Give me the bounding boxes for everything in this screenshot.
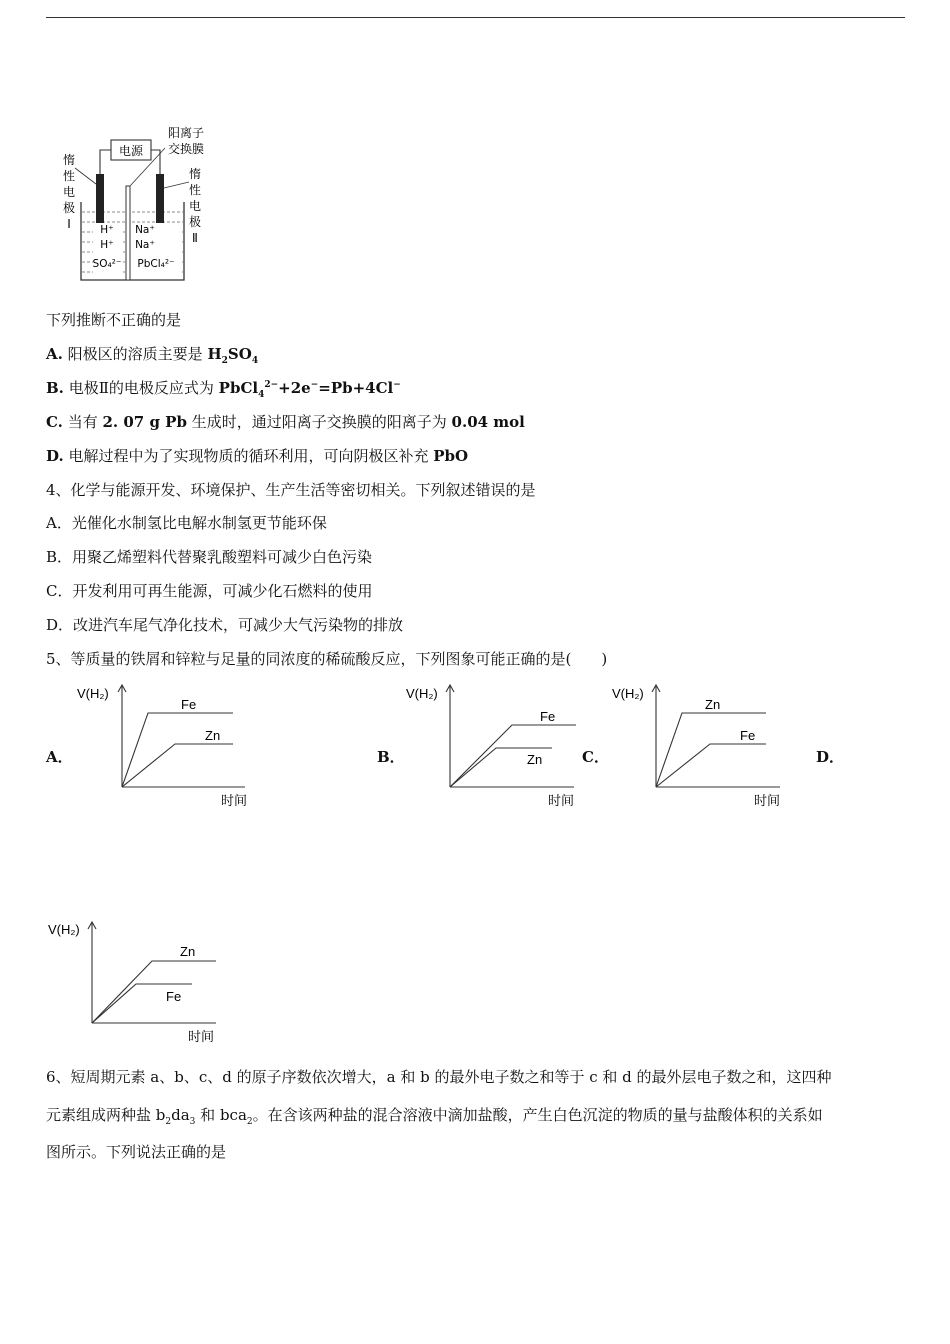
svg-text:时间: 时间 [754, 793, 781, 808]
q5-stem: 5、等质量的铁屑和锌粒与足量的同浓度的稀硫酸反应，下列图象可能正确的是( ) [46, 650, 608, 668]
svg-text:V(H₂): V(H₂) [77, 686, 109, 701]
svg-text:时间: 时间 [188, 1029, 215, 1044]
svg-text:Na⁺: Na⁺ [135, 239, 155, 251]
svg-text:Ⅰ: Ⅰ [67, 217, 71, 231]
zn-curve [656, 713, 766, 787]
q3-option-b[interactable]: B. 电极Ⅱ的电极反应式为 PbCl$_4^{2-}$+2e−=Pb+4Cl− [46, 379, 401, 400]
svg-text:V(H₂): V(H₂) [612, 686, 644, 701]
svg-text:V(H₂): V(H₂) [48, 922, 80, 937]
q5-graph-a [75, 680, 260, 810]
q4-option-a[interactable]: A．光催化水制氢比电解水制氢更节能环保 [46, 514, 327, 532]
q4-option-d[interactable]: D．改进汽车尾气净化技术，可减少大气污染物的排放 [46, 616, 404, 634]
svg-text:极: 极 [62, 201, 76, 215]
svg-text:Fe: Fe [166, 989, 182, 1004]
svg-text:电: 电 [188, 199, 202, 213]
svg-text:PbCl₄²⁻: PbCl₄²⁻ [137, 258, 175, 270]
q3-stem: 下列推断不正确的是 [46, 311, 182, 329]
q5-option-b-label[interactable]: B． [377, 748, 405, 766]
svg-text:Fe: Fe [540, 709, 556, 724]
q6-line-1: 6、短周期元素 a、b、c、d 的原子序数依次增大，a 和 b 的最外电子数之和等于 c 和 d 的最外层电子数之和，这四种 [46, 1068, 832, 1086]
svg-text:H⁺: H⁺ [100, 224, 114, 236]
q5-graph-d [46, 915, 231, 1045]
svg-text:电: 电 [62, 185, 76, 199]
svg-text:时间: 时间 [548, 793, 575, 808]
svg-text:惰: 惰 [62, 153, 76, 167]
svg-text:SO₄²⁻: SO₄²⁻ [92, 258, 122, 270]
fe-curve [656, 744, 766, 787]
svg-text:Na⁺: Na⁺ [135, 224, 155, 236]
q5-graph-b [404, 680, 589, 810]
q6-line-2: 元素组成两种盐 $b_2da_3$ 和 bca$_2$。在含该两种盐的混合溶液中滴加盐酸，产生白色沉淀的物质的量与盐酸体积的关系如 [46, 1106, 823, 1127]
q6-line-3: 图所示。下列说法正确的是 [46, 1143, 227, 1161]
q3-option-d[interactable]: D. 电解过程中为了实现物质的循环利用，可向阴极区补充 PbO [46, 447, 469, 465]
svg-text:性: 性 [62, 169, 76, 183]
svg-text:交换膜: 交换膜 [168, 142, 205, 156]
svg-text:极: 极 [188, 215, 202, 229]
q4-stem: 4、化学与能源开发、环境保护、生产生活等密切相关。下列叙述错误的是 [46, 481, 536, 499]
svg-text:H⁺: H⁺ [100, 239, 114, 251]
svg-text:V(H₂): V(H₂) [406, 686, 438, 701]
svg-text:惰: 惰 [188, 167, 202, 181]
svg-text:阳离子: 阳离子 [168, 126, 205, 140]
svg-text:Fe: Fe [181, 697, 197, 712]
power-label: 电源 [118, 144, 144, 158]
svg-text:Zn: Zn [180, 944, 196, 959]
fe-curve [450, 725, 576, 787]
electrolysis-cell-diagram [55, 122, 225, 284]
q3-option-a[interactable]: A. 阳极区的溶质主要是 $H_2SO_4$ [46, 345, 259, 366]
svg-text:时间: 时间 [221, 793, 248, 808]
zn-curve [122, 744, 233, 787]
svg-text:性: 性 [188, 183, 202, 197]
fe-curve [122, 713, 233, 787]
svg-text:Zn: Zn [205, 728, 221, 743]
svg-text:Fe: Fe [740, 728, 756, 743]
q4-option-b[interactable]: B．用聚乙烯塑料代替聚乳酸塑料可减少白色污染 [46, 548, 373, 566]
q5-option-c-label[interactable]: C． [582, 748, 609, 766]
q3-option-c[interactable]: C. 当有 2. 07 g Pb 生成时，通过阳离子交换膜的阳离子为 0.04 mol [46, 413, 525, 431]
svg-text:Zn: Zn [705, 697, 721, 712]
zn-curve [92, 961, 216, 1023]
svg-text:Zn: Zn [527, 752, 543, 767]
q5-graph-c [610, 680, 795, 810]
q5-option-a-label[interactable]: A． [46, 748, 73, 766]
header-rule [46, 17, 905, 18]
svg-text:Ⅱ: Ⅱ [192, 231, 198, 245]
q5-option-d-label[interactable]: D． [816, 748, 845, 766]
q4-option-c[interactable]: C．开发利用可再生能源，可减少化石燃料的使用 [46, 582, 373, 600]
